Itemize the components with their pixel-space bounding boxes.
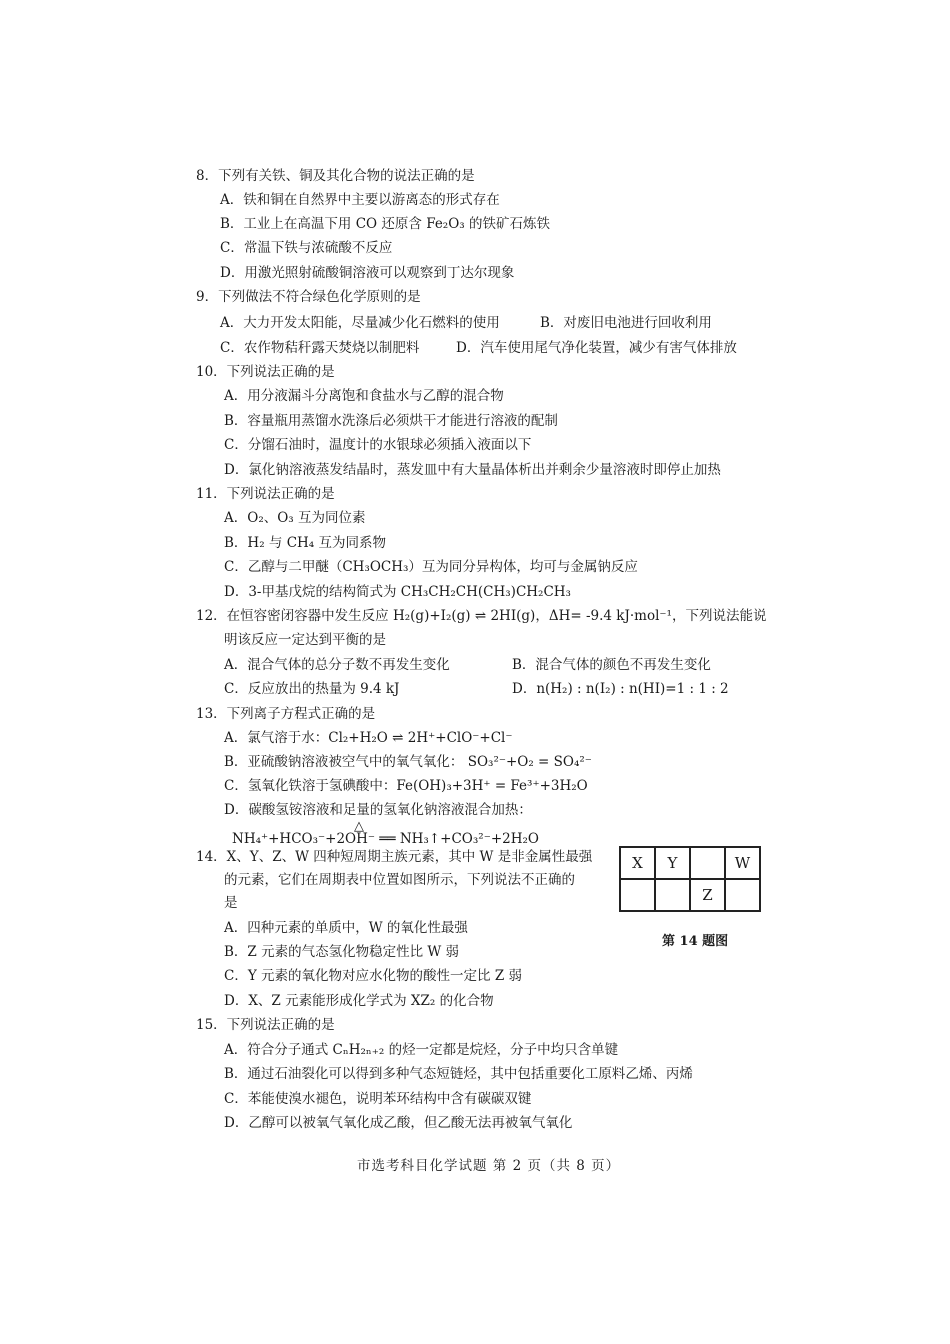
q9-option-c: C．农作物秸秆露天焚烧以制肥料	[220, 340, 420, 356]
q13-option-d: D．碳酸氢铵溶液和足量的氢氧化钠溶液混合加热：	[224, 802, 532, 818]
q10-option-d: D．氯化钠溶液蒸发结晶时，蒸发皿中有大量晶体析出并剩余少量溶液时即停止加热	[224, 462, 721, 478]
q11-option-b: B．H₂ 与 CH₄ 互为同系物	[224, 535, 386, 551]
q10-stem: 10．下列说法正确的是	[196, 364, 335, 380]
q8-option-d: D．用激光照射硫酸铜溶液可以观察到丁达尔现象	[220, 265, 515, 281]
q10-option-a: A．用分液漏斗分离饱和食盐水与乙醇的混合物	[224, 388, 504, 404]
q15-stem: 15．下列说法正确的是	[196, 1017, 335, 1033]
q11-option-c: C．乙醇与二甲醚（CH₃OCH₃）互为同分异构体，均可与金属钠反应	[224, 559, 638, 575]
q11-option-d: D．3-甲基戊烷的结构简式为 CH₃CH₂CH(CH₃)CH₂CH₃	[224, 584, 571, 600]
q13-option-b: B．亚硫酸钠溶液被空气中的氧气氧化： SO₃²⁻+O₂ = SO₄²⁻	[224, 754, 592, 770]
q8-option-a: A．铁和铜在自然界中主要以游离态的形式存在	[220, 192, 500, 208]
periodic-cell: X	[620, 847, 655, 879]
q10-option-b: B．容量瓶用蒸馏水洗涤后必须烘干才能进行溶液的配制	[224, 413, 558, 429]
periodic-cell	[620, 879, 655, 911]
q8-stem: 8．下列有关铁、铜及其化合物的说法正确的是	[196, 168, 475, 184]
q15-option-d: D．乙醇可以被氧气氧化成乙酸，但乙酸无法再被氧气氧化	[224, 1115, 573, 1131]
q14-option-c: C．Y 元素的氧化物对应水化物的酸性一定比 Z 弱	[224, 968, 522, 984]
q12-stem-line2: 明该反应一定达到平衡的是	[224, 632, 386, 648]
q14-option-b: B．Z 元素的气态氢化物稳定性比 W 弱	[224, 944, 460, 960]
q14-option-d: D．X、Z 元素能形成化学式为 XZ₂ 的化合物	[224, 993, 494, 1009]
periodic-cell: Z	[690, 879, 725, 911]
q9-stem: 9．下列做法不符合绿色化学原则的是	[196, 289, 421, 305]
q13-option-a: A．氯气溶于水：Cl₂+H₂O ⇌ 2H⁺+ClO⁻+Cl⁻	[224, 730, 513, 746]
q9-option-a: A．大力开发太阳能，尽量减少化石燃料的使用	[220, 315, 500, 331]
q8-option-c: C．常温下铁与浓硫酸不反应	[220, 240, 393, 256]
periodic-cell: W	[725, 847, 760, 879]
heating-condition-symbol: △	[354, 819, 364, 834]
q14-option-a: A．四种元素的单质中，W 的氧化性最强	[224, 920, 468, 936]
q12-option-b: B．混合气体的颜色不再发生变化	[512, 657, 711, 673]
q13-option-d-equation: NH₄⁺+HCO₃⁻+2OH⁻ ══ NH₃↑+CO₃²⁻+2H₂O	[232, 831, 539, 847]
q12-option-a: A．混合气体的总分子数不再发生变化	[224, 657, 450, 673]
q13-option-c: C．氢氧化铁溶于氢碘酸中：Fe(OH)₃+3H⁺ = Fe³⁺+3H₂O	[224, 778, 588, 794]
q9-option-d: D．汽车使用尾气净化装置，减少有害气体排放	[456, 340, 737, 356]
q15-option-a: A．符合分子通式 CₙH₂ₙ₊₂ 的烃一定都是烷烃，分子中均只含单键	[224, 1042, 619, 1058]
q11-stem: 11．下列说法正确的是	[196, 486, 335, 502]
periodic-table-row	[620, 879, 760, 911]
q15-option-c: C．苯能使溴水褪色，说明苯环结构中含有碳碳双键	[224, 1091, 532, 1107]
q9-option-b: B．对废旧电池进行回收利用	[540, 315, 712, 331]
q10-option-c: C．分馏石油时，温度计的水银球必须插入液面以下	[224, 437, 532, 453]
page-footer: 市选考科目化学试题 第 2 页（共 8 页）	[357, 1158, 621, 1174]
q14-stem-line3: 是	[224, 895, 238, 911]
q13-stem: 13．下列离子方程式正确的是	[196, 706, 376, 722]
periodic-table-figure	[619, 846, 761, 912]
figure-caption: 第 14 题图	[662, 934, 729, 949]
periodic-cell	[725, 879, 760, 911]
q14-stem-line1: 14．X、Y、Z、W 四种短周期主族元素，其中 W 是非金属性最强	[196, 849, 593, 865]
q12-option-c: C．反应放出的热量为 9.4 kJ	[224, 681, 400, 697]
q15-option-b: B．通过石油裂化可以得到多种气态短链烃，其中包括重要化工原料乙烯、丙烯	[224, 1066, 693, 1082]
q12-option-d: D．n(H₂) : n(I₂) : n(HI)=1 : 1 : 2	[512, 681, 729, 697]
q14-stem-line2: 的元素，它们在周期表中位置如图所示，下列说法不正确的	[224, 872, 575, 888]
q8-option-b: B．工业上在高温下用 CO 还原含 Fe₂O₃ 的铁矿石炼铁	[220, 216, 550, 232]
periodic-cell	[655, 879, 690, 911]
periodic-cell	[690, 847, 725, 879]
q12-stem-line1: 12．在恒容密闭容器中发生反应 H₂(g)+I₂(g) ⇌ 2HI(g)，ΔH= -9.4 kJ·mol⁻¹，下列说法能说	[196, 608, 767, 624]
periodic-cell: Y	[655, 847, 690, 879]
periodic-table-row	[620, 847, 760, 879]
q11-option-a: A．O₂、O₃ 互为同位素	[224, 510, 366, 526]
